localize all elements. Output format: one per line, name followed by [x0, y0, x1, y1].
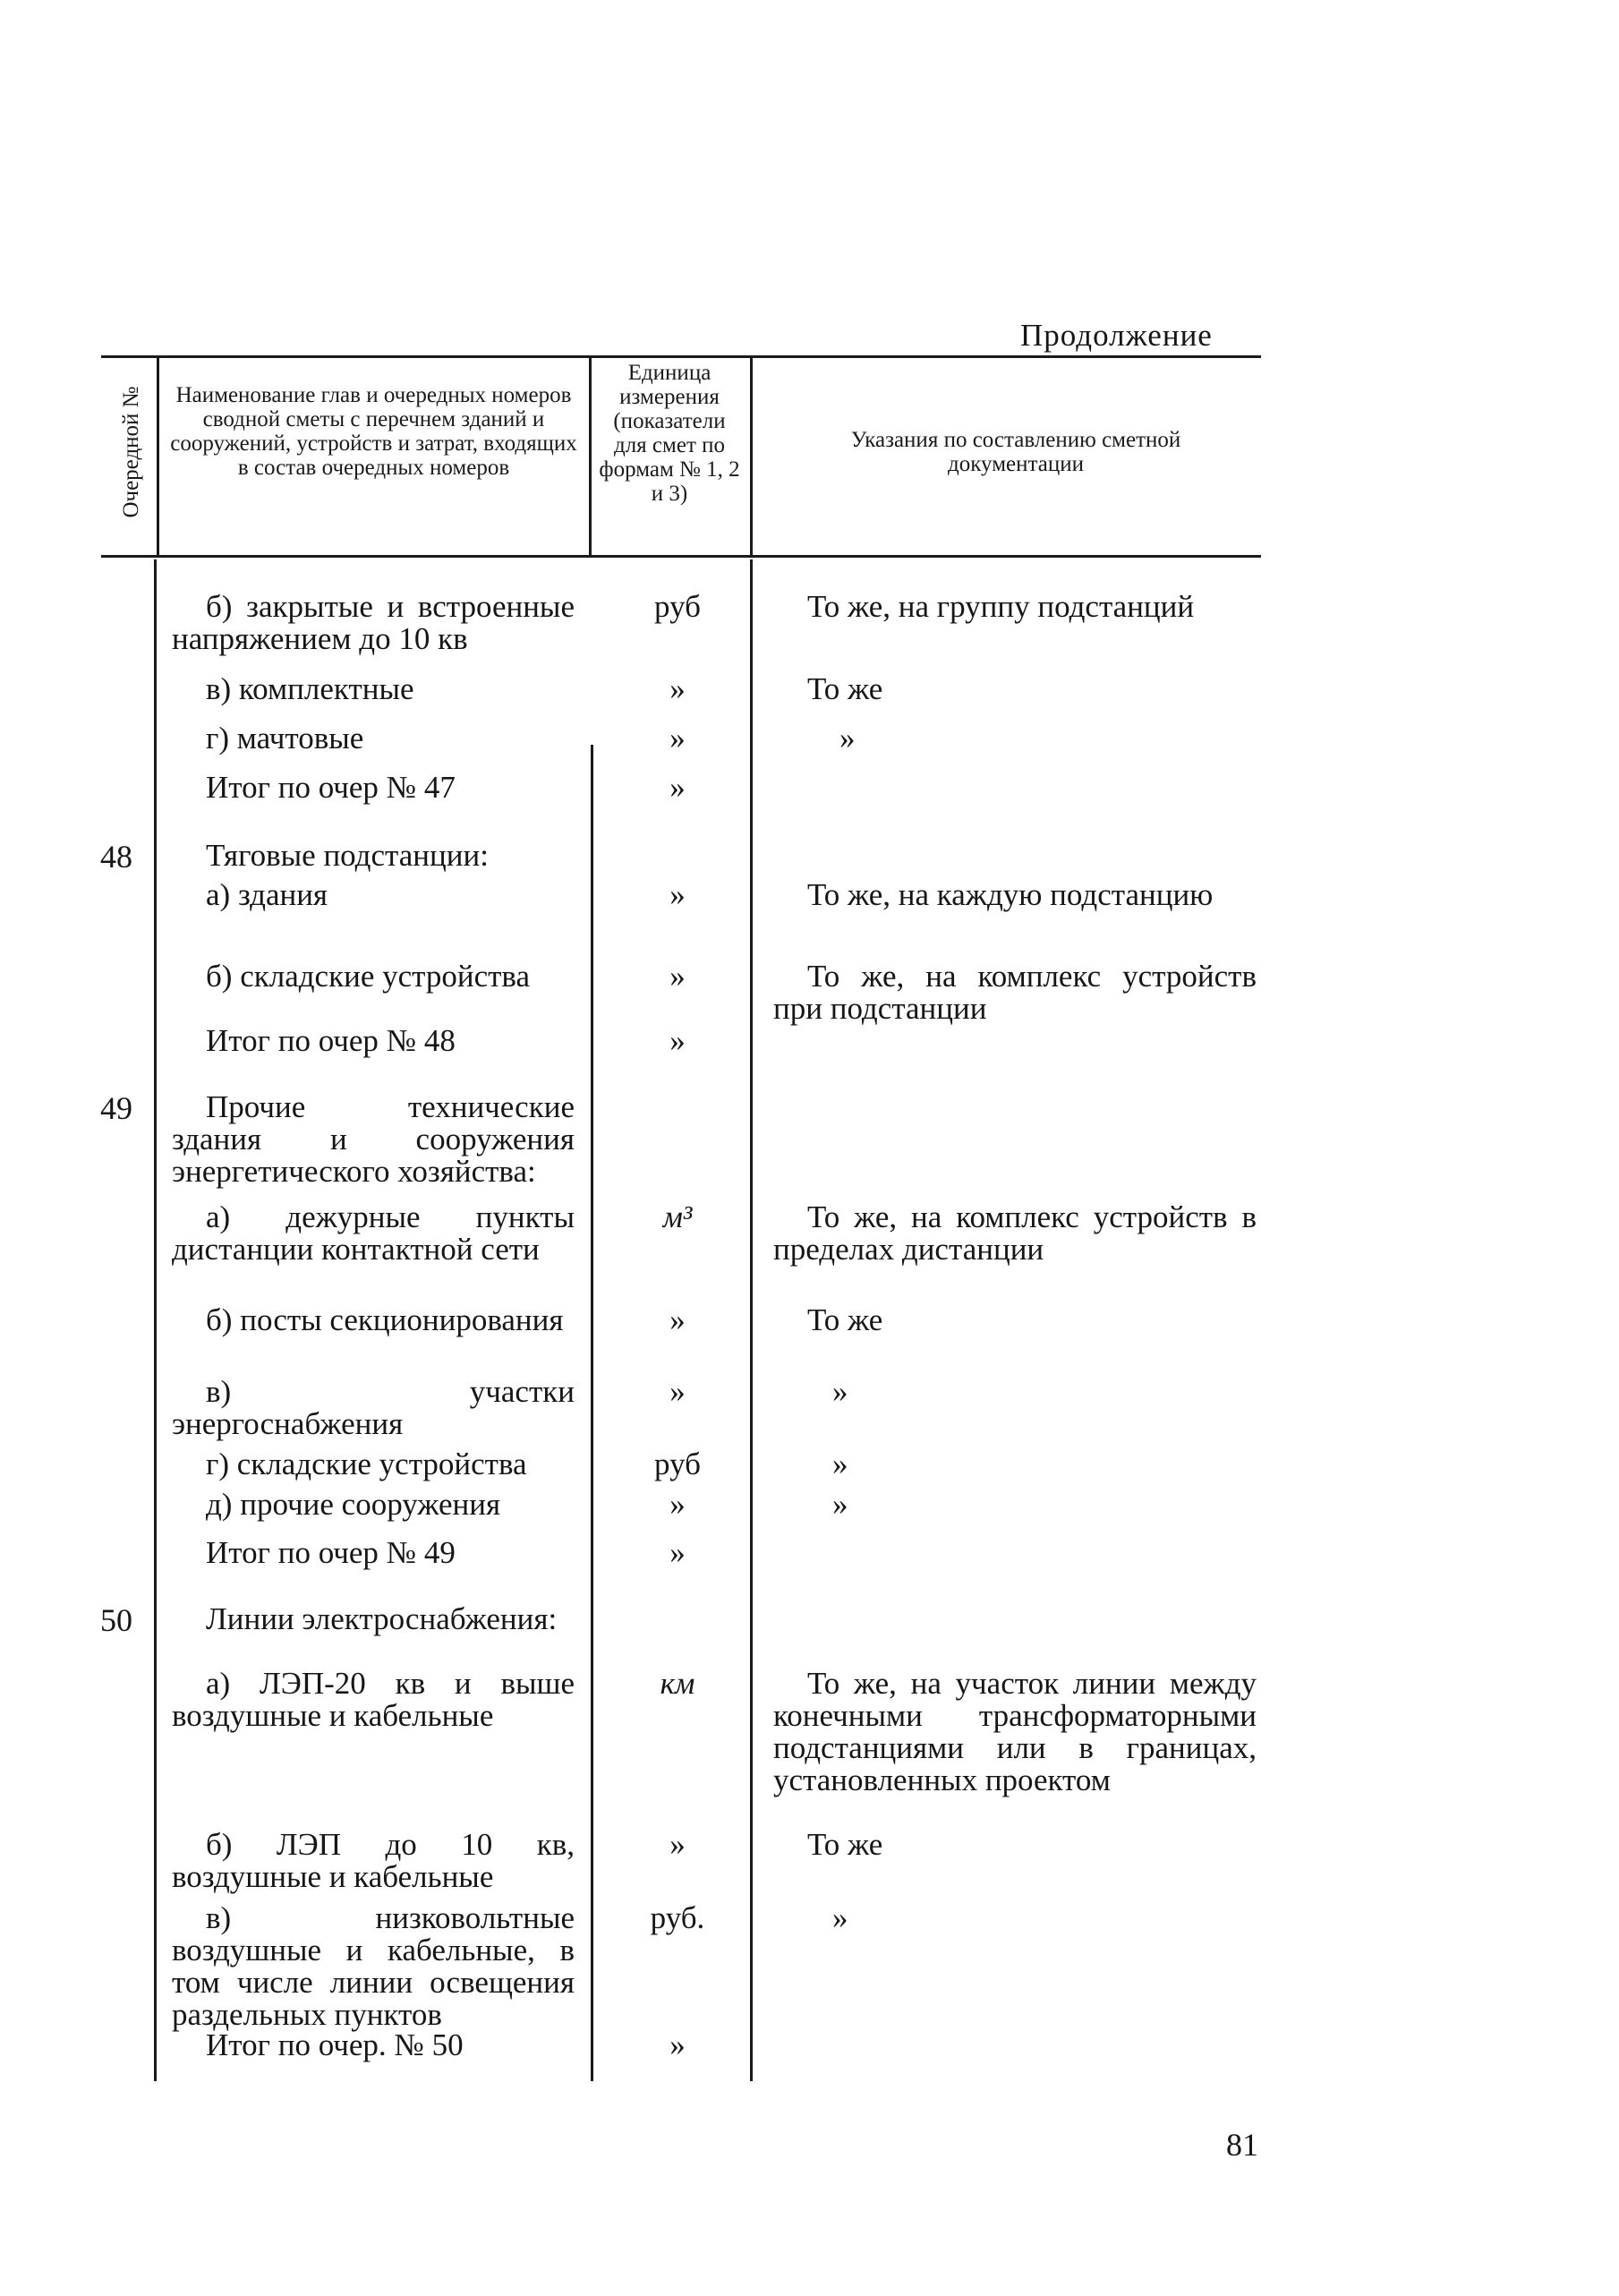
item-note: То же, на участок линии между конечными трансформаторными подстанциями или в границах, установленных проектом — [773, 1666, 1257, 1797]
item-unit: руб — [654, 589, 701, 624]
header-divider-1 — [157, 355, 159, 558]
table-top-rule — [101, 355, 1261, 358]
item-note: То же, на каждую подстанцию — [807, 877, 1214, 912]
item-unit: » — [669, 671, 686, 706]
item-unit: » — [669, 2027, 686, 2062]
continuation-label: Продолжение — [1020, 318, 1213, 353]
item-unit: руб. — [650, 1900, 705, 1935]
item-unit: » — [669, 877, 686, 912]
item-note: » — [832, 1374, 848, 1409]
item-unit: » — [669, 1302, 686, 1337]
item-unit: км — [660, 1666, 695, 1701]
item-name: г) складские устройства — [206, 1447, 527, 1481]
header-number-column: Очередной № — [119, 386, 143, 518]
item-name: б) складские устройства — [206, 959, 531, 994]
header-name-column: Наименование глав и очередных номеров сводной сметы с перечнем зданий и сооружений, устройств и затрат, входящих в состав очередных номеров — [170, 383, 577, 480]
header-notes-column: Указания по составлению сметной документации — [850, 428, 1181, 476]
item-subtotal: Итог по очер № 47 — [206, 770, 456, 805]
item-unit: » — [669, 959, 686, 994]
header-bottom-rule — [101, 555, 1261, 558]
item-unit: » — [669, 770, 686, 805]
item-note: То же, на комплекс устройств при подстанции — [773, 959, 1257, 1026]
item-unit: » — [669, 1374, 686, 1409]
item-name: б) закрытые и встроенные напряжением до 10 кв — [172, 589, 575, 656]
header-divider-2 — [589, 355, 592, 558]
item-name: а) здания — [206, 877, 328, 912]
item-unit: » — [669, 721, 686, 755]
item-name: а) ЛЭП-20 кв и выше воздушные и кабельные — [172, 1666, 575, 1733]
item-note: » — [832, 1447, 848, 1481]
item-name: в) низковольтные воздушные и кабельные, в том числе линии освещения раздельных пунктов — [172, 1900, 575, 2032]
item-note: То же — [807, 1302, 883, 1337]
item-name: б) посты секционирования — [206, 1302, 564, 1337]
item-unit: » — [669, 1535, 686, 1570]
item-section-title: Прочие технические здания и сооружения энергетического хозяйства: — [172, 1089, 575, 1189]
item-name: б) ЛЭП до 10 кв, воздушные и кабельные — [172, 1827, 575, 1894]
item-number: 49 — [100, 1090, 132, 1126]
header-unit-column: Единица измерения (показатели для смет по формам № 1, 2 и 3) — [599, 361, 740, 506]
item-name: в) участки энергоснабжения — [172, 1374, 575, 1441]
body-divider-1 — [154, 559, 157, 2081]
item-note: » — [839, 721, 856, 755]
item-note: То же, на комплекс устройств в пределах дистанции — [773, 1199, 1257, 1267]
item-note: » — [832, 1900, 848, 1935]
item-note: То же, на группу подстанций — [807, 589, 1195, 624]
item-note: » — [832, 1487, 848, 1522]
item-unit: м³ — [662, 1199, 693, 1234]
item-name: а) дежурные пункты дистанции контактной сети — [172, 1199, 575, 1267]
item-unit: руб — [654, 1447, 701, 1481]
item-name: в) комплектные — [206, 671, 414, 706]
item-note: То же — [807, 1827, 883, 1862]
page-number: 81 — [1226, 2127, 1258, 2163]
item-name: г) мачтовые — [206, 721, 364, 755]
item-section-title: Тяговые подстанции: — [206, 838, 489, 873]
item-name: д) прочие сооружения — [206, 1487, 501, 1522]
item-unit: » — [669, 1827, 686, 1862]
item-unit: » — [669, 1487, 686, 1522]
item-section-title: Линии электроснабжения: — [206, 1601, 558, 1636]
item-number: 48 — [100, 839, 132, 875]
item-number: 50 — [100, 1602, 132, 1638]
item-subtotal: Итог по очер № 49 — [206, 1535, 456, 1570]
body-divider-2 — [591, 745, 593, 2081]
item-note: То же — [807, 671, 883, 706]
item-subtotal: Итог по очер. № 50 — [206, 2027, 464, 2062]
item-subtotal: Итог по очер № 48 — [206, 1023, 456, 1058]
header-divider-3 — [750, 355, 753, 558]
item-unit: » — [669, 1023, 686, 1058]
